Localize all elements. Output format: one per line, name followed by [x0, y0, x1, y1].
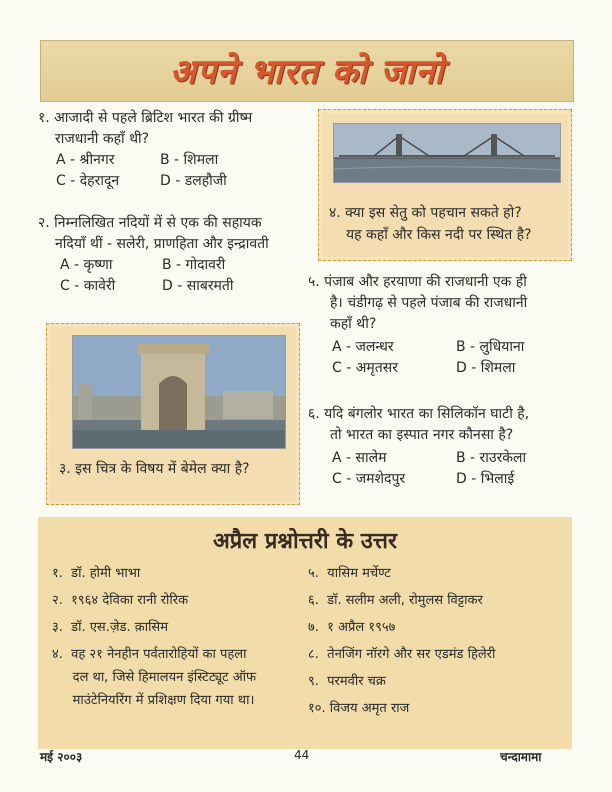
q2-line2: नदियाँ थीं - सलेरी, प्राणहिता और इन्द्रावती — [55, 236, 269, 252]
q6-opt-c: C - जमशेदपुर — [332, 471, 406, 487]
answer-9: ९. परमवीर चक्र — [308, 674, 386, 689]
q1-line2: राजधानी कहाँ थी? — [55, 131, 150, 147]
answers-section — [38, 517, 572, 749]
q5-opt-c: C - अमृतसर — [332, 360, 398, 376]
q1-line1: १. आजादी से पहले ब्रिटिश भारत की ग्रीष्म — [38, 110, 253, 126]
q3-caption: ३. इस चित्र के विषय में बेमेल क्या है? — [59, 461, 250, 477]
answer-6: ६. डॉ. सलीम अली, रोमुलस विट्टाकर — [308, 593, 483, 608]
q1-opt-c: C - देहरादून — [56, 173, 120, 189]
bridge-photo — [333, 123, 561, 183]
q5-line2: है। चंडीगढ़ से पहले पंजाब की राजधानी — [330, 295, 528, 311]
answer-8: ८. तेनजिंग नॉरगे और सर एडमंड हिलेरी — [308, 647, 496, 662]
bridge-photo-box — [318, 109, 572, 261]
q5-opt-b: B - लुधियाना — [456, 339, 525, 355]
answer-4-line2: दल था, जिसे हिमालयन इंस्टिट्यूट ऑफ — [52, 670, 257, 685]
answer-5: ५. यासिम मर्चेण्ट — [308, 566, 391, 581]
answers-title: अप्रैल प्रश्नोत्तरी के उत्तर — [212, 528, 398, 554]
q6-opt-a: A - सालेम — [332, 450, 387, 466]
q1-opt-a: A - श्रीनगर — [56, 152, 115, 168]
answer-3: ३. डॉ. एस.ज़ेड. क़ासिम — [52, 620, 168, 635]
q2-opt-c: C - कावेरी — [60, 278, 116, 294]
q2-opt-d: D - साबरमती — [162, 278, 234, 294]
answer-7: ७. १ अप्रैल १९५७ — [308, 620, 396, 635]
question-2 — [38, 213, 318, 297]
q5-line1: ५. पंजाब और हरयाणा की राजधानी एक ही — [308, 274, 527, 290]
gate-photo-box — [46, 323, 300, 505]
q6-line1: ६. यदि बंगलोर भारत का सिलिकॉन घाटी है, — [308, 406, 530, 422]
q6-line2: तो भारत का इस्पात नगर कौनसा है? — [330, 427, 514, 443]
q5-opt-a: A - जलन्धर — [332, 339, 394, 355]
india-gate-photo — [72, 335, 286, 449]
q2-line1: २. निम्नलिखित नदियों में से एक की सहायक — [38, 215, 262, 231]
answer-10: १०. विजय अमृत राज — [308, 701, 410, 716]
q2-opt-a: A - कृष्णा — [60, 257, 113, 273]
q2-opt-b: B - गोदावरी — [162, 257, 226, 273]
question-1 — [38, 108, 308, 192]
answers-right — [308, 563, 570, 719]
q5-opt-d: D - शिमला — [456, 360, 516, 376]
q4-caption — [329, 202, 567, 246]
q4-caption-line1: ४. क्या इस सेतु को पहचान सकते हो? — [329, 205, 522, 221]
answer-2: २. १९६४ देविका रानी रोरिक — [52, 593, 189, 608]
answer-4-line1: ४. वह २१ नेनहीन पर्वतारोहियों का पहला — [52, 647, 247, 662]
answer-1: १. डॉ. होमी भाभा — [52, 566, 141, 581]
q4-caption-line2: यह कहाँ और किस नदी पर स्थित है? — [346, 227, 532, 243]
footer-magazine: चन्दामामा — [500, 750, 542, 764]
answers-left — [52, 563, 314, 711]
footer-date: मई २००३ — [40, 750, 83, 764]
page-number: 44 — [294, 748, 310, 762]
title-banner — [40, 40, 574, 102]
q6-opt-d: D - भिलाई — [456, 471, 515, 487]
q1-opt-d: D - डलहौजी — [160, 173, 227, 189]
q5-line3: कहाँ थी? — [330, 316, 377, 332]
question-5 — [308, 272, 578, 379]
answer-4-line3: माउंटेनियरिंग में प्रशिक्षण दिया गया था। — [52, 693, 255, 708]
q1-opt-b: B - शिमला — [160, 152, 219, 168]
page-title: अपने भारत को जानो — [169, 52, 445, 92]
question-6 — [308, 404, 578, 490]
q6-opt-b: B - राउरकेला — [456, 450, 527, 466]
